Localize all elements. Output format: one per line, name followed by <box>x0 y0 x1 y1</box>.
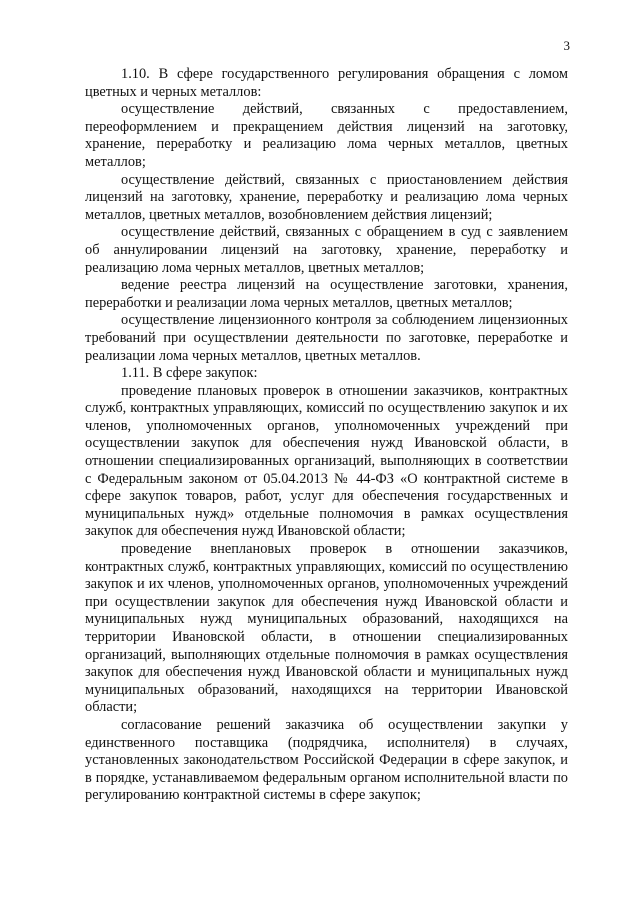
paragraph: осуществление действий, связанных с предоставлением, переоформлением и прекращением действия лицензий на заготовку, хранение, переработку и реализацию лома черных металлов, цветных металлов; <box>85 101 568 170</box>
paragraph: проведение внеплановых проверок в отношении заказчиков, контрактных служб, контрактных управляющих, комиссий по осуществлению закупок и их членов, уполномоченных органов, уполномоченных учреждений при осуществлении закупок для обеспечения нужд Ивановской области и муниципальных нужд муниципальных образований, находящихся на территории Ивановской области, в отношении специализированных организаций, выполняющих отдельные полномочия в рамках осуществления закупок для обеспечения нужд Ивановской области и муниципальных нужд муниципальных образований, находящихся на территории Ивановской области; <box>85 541 568 716</box>
paragraph: осуществление действий, связанных с обращением в суд с заявлением об аннулировании лицензий на заготовку, хранение, переработку и реализацию лома черных металлов, цветных металлов; <box>85 224 568 276</box>
section-heading-1-11: 1.11. В сфере закупок: <box>121 365 258 382</box>
section-heading-1-10: 1.10. В сфере государственного регулирования обращения с ломом цветных и черных металлов: <box>85 66 568 100</box>
paragraph: проведение плановых проверок в отношении заказчиков, контрактных служб, контрактных управляющих, комиссий по осуществлению закупок и их членов, уполномоченных органов, уполномоченных учреждений при осуществлении закупок для обеспечения нужд Ивановской области, в отношении специализированных организаций, выполняющих в соответствии с Федеральным законом от 05.04.2013 № 44-ФЗ «О контрактной системе в сфере закупок товаров, работ, услуг для обеспечения государственных и муниципальных нужд» отдельные полномочия в рамках осуществления закупок для обеспечения нужд Ивановской области; <box>85 382 568 540</box>
paragraph: согласование решений заказчика об осуществлении закупки у единственного поставщика (подрядчика, исполнителя) в случаях, установленных законодательством Российской Федерации в сфере закупок, и в порядке, устанавливаемом федеральным органом исполнительной власти по регулированию контрактной системы в сфере закупок; <box>85 716 568 804</box>
paragraph: ведение реестра лицензий на осуществление заготовки, хранения, переработки и реализации лома черных металлов, цветных металлов; <box>85 277 568 311</box>
page-number: 3 <box>563 38 570 53</box>
paragraph: осуществление лицензионного контроля за соблюдением лицензионных требований при осуществлении деятельности по заготовке, переработке и реализации лома черных металлов, цветных металлов. <box>85 312 568 364</box>
document-body <box>85 66 568 805</box>
paragraph: осуществление действий, связанных с приостановлением действия лицензий на заготовку, хранение, переработку и реализацию лома черных металлов, цветных металлов, возобновлением действия лицензий; <box>85 171 568 223</box>
